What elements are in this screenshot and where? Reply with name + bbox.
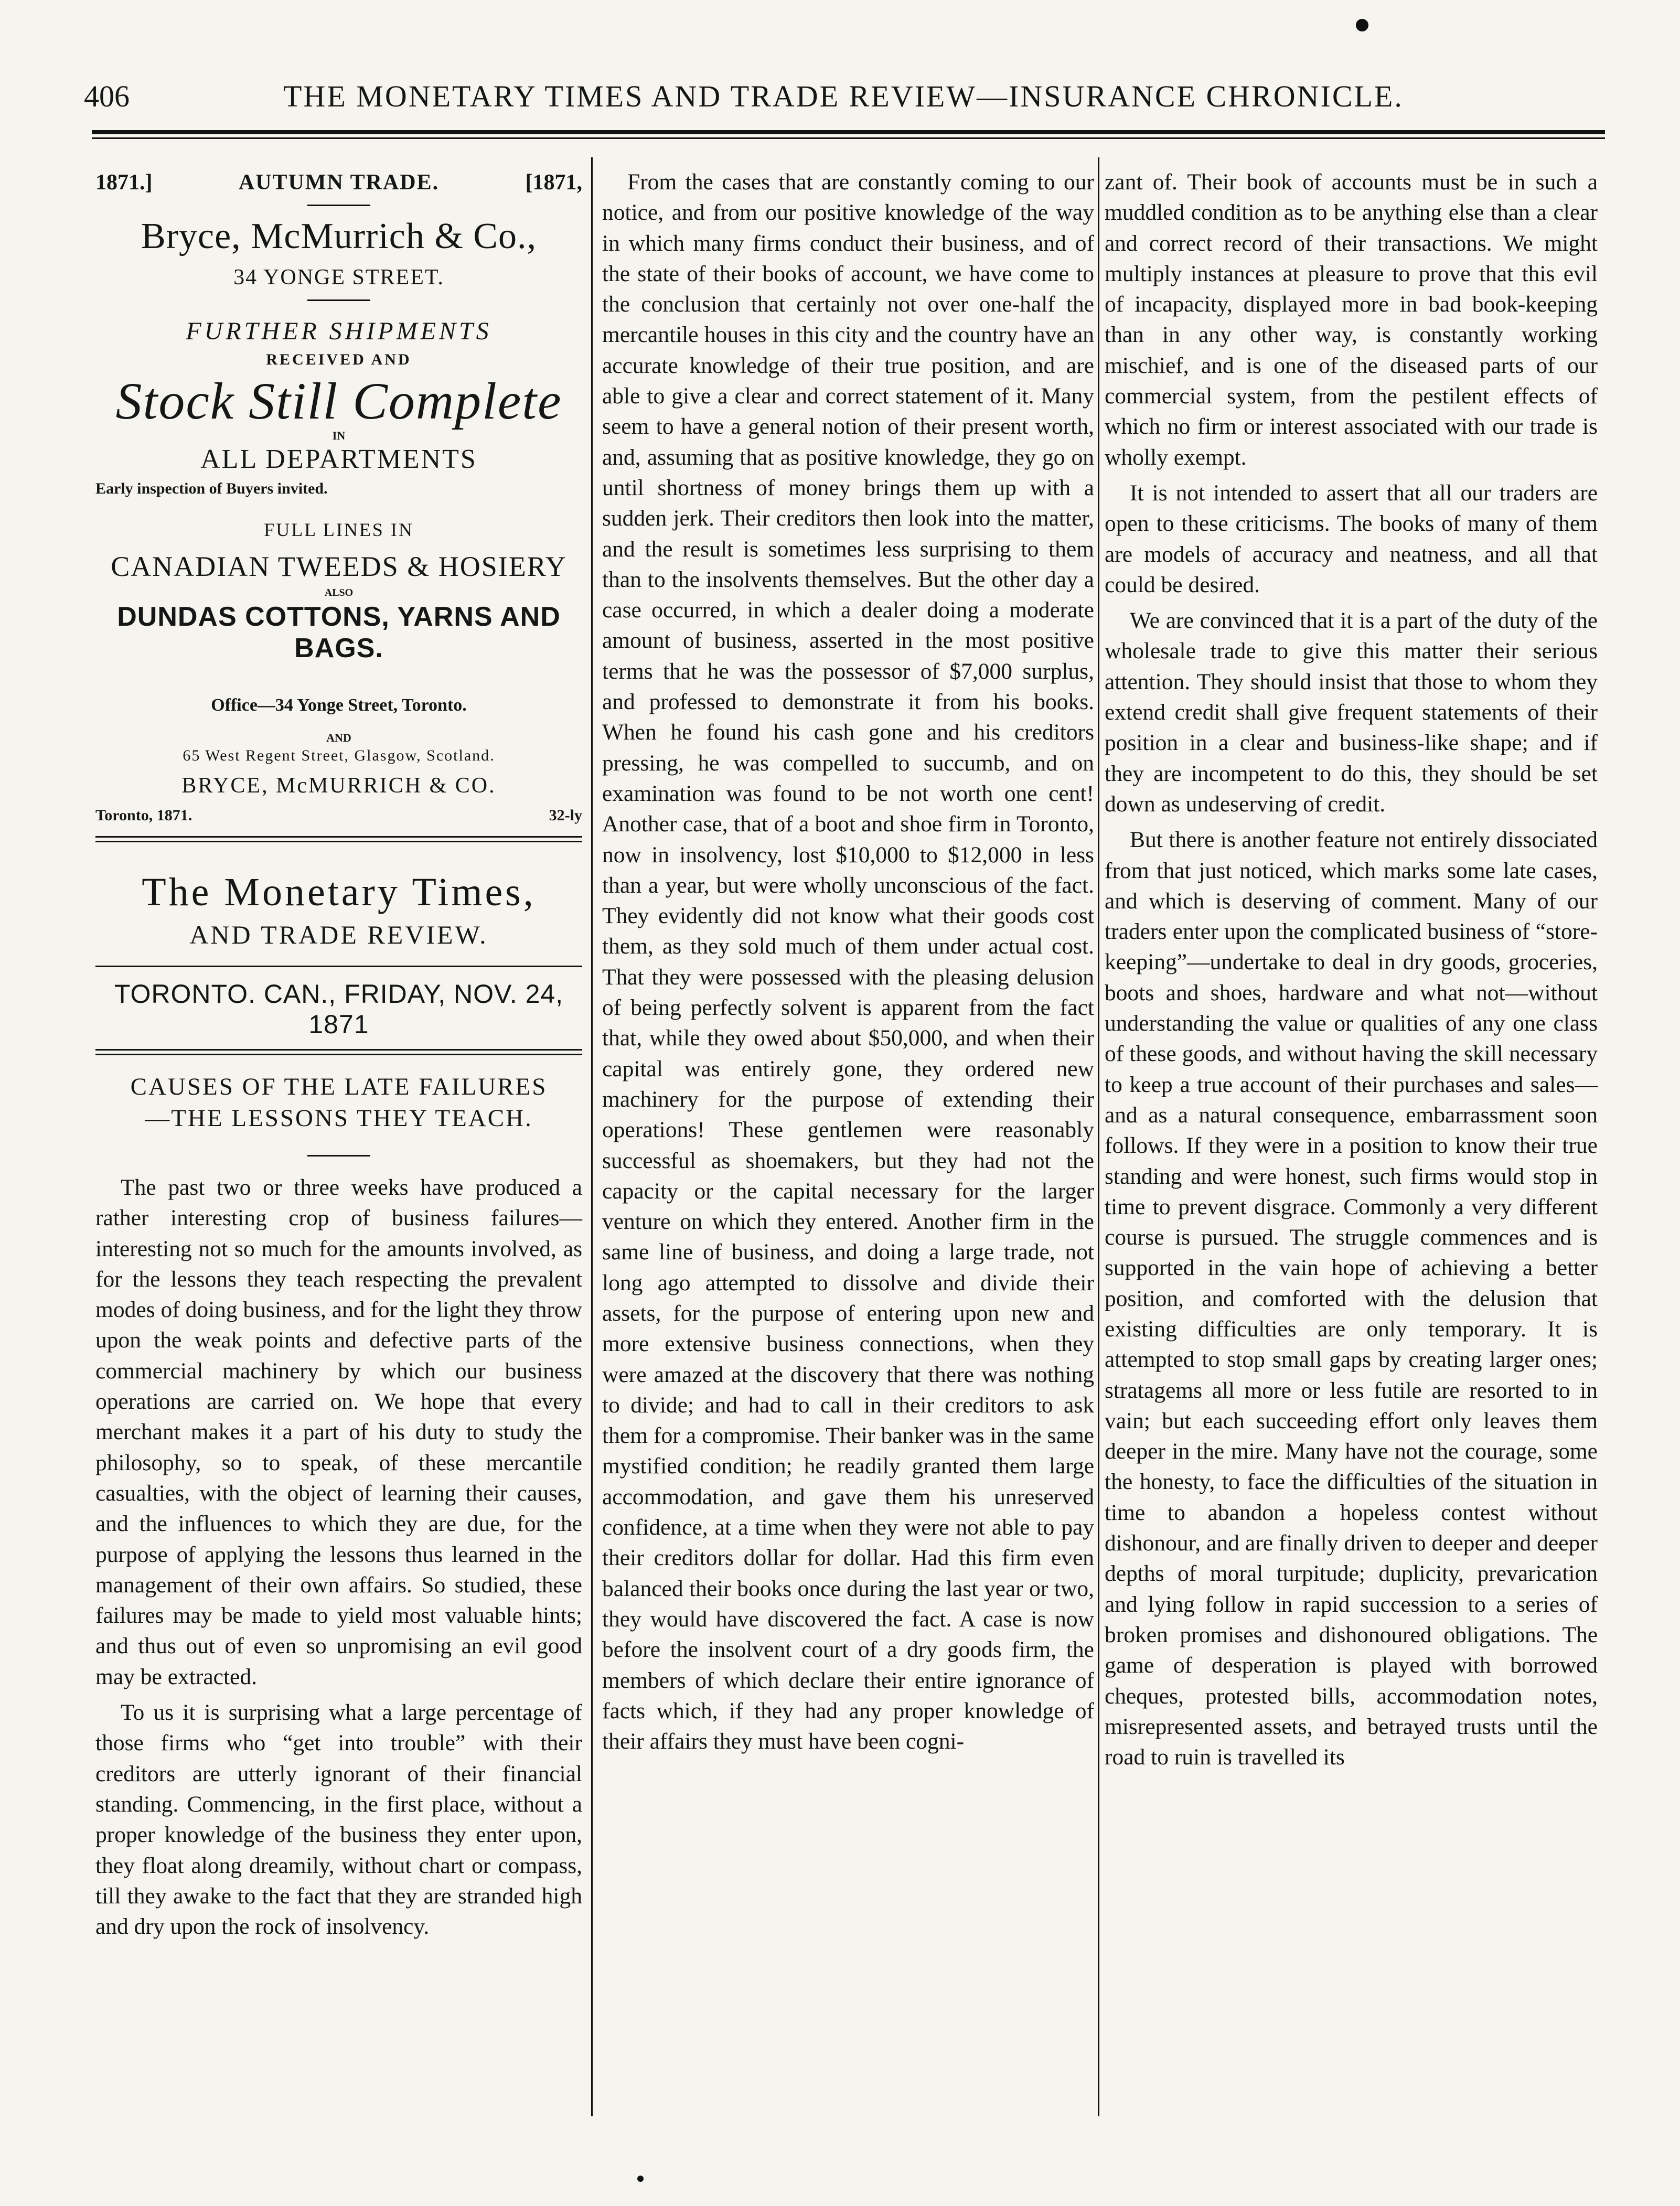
column-1	[95, 167, 582, 1942]
ad-early-inspection: Early inspection of Buyers invited.	[95, 480, 328, 497]
running-title: THE MONETARY TIMES AND TRADE REVIEW—INSURANCE CHRONICLE.	[283, 79, 1404, 113]
issue-dateline: TORONTO. CAN., FRIDAY, NOV. 24, 1871	[114, 979, 564, 1039]
article-paragraph: The past two or three weeks have produced a rather interesting crop of business failures—interesting not so much for the amounts involved, as for the lessons they teach respecting the prevalent modes of doing business, and for the light they throw upon the weak points and defective parts of the commercial machinery by which our business operations are carried on. We hope that every merchant makes it a part of his duty to study the philosophy, so to speak, of these mercantile casualties, with the object of learning their causes, and the influences to which they are due, for the purpose of applying the lessons thus learned in the management of their own affairs. So studied, these failures may be made to yield most valuable hints; and thus out of even so unpromising an evil good may be extracted.	[95, 1175, 582, 1689]
article-paragraph: But there is another feature not entirely dissociated from that just noticed, which marks some late cases, and which is deserving of comment. Many of our traders enter upon the complicated business of “store-keeping”—undertake to deal in dry goods, groceries, boots and shoes, hardware and what not—without understanding the value or qualities of any one class of these goods, and without having the skill necessary to keep a true account of their purchases and sales—and as a natural consequence, embarrassment soon follows. If they were in a position to know their true standing and were honest, such firms would stop in time to prevent disgrace. Commonly a very different course is pursued. The struggle commences and is supported in the vain hope of achieving a better position, and comforted with the delusion that existing difficulties are only temporary. It is attempted to stop small gaps by creating larger ones; stratagems all more or less futile are resorted to in vain; but each succeeding effort only leaves them deeper in the mire. Many have not the courage, some the honesty, to face the difficulties of the situation in time to abandon a hopeless contest without dishonour, and are finally driven to deeper and deeper depths of moral turpitude; duplicity, prevarication and lying follow in rapid succession to a series of broken promises and dishonoured obligations. The game of desperation is played with borrowed cheques, protested bills, accommodation notes, misrepresented assets, and betrayed trusts until the road to ruin is travelled its	[1105, 827, 1598, 1770]
ad-full-lines: FULL LINES IN	[264, 519, 414, 540]
ad-code: 32-ly	[549, 807, 582, 824]
section-rule	[95, 1049, 582, 1051]
article-paragraph: To us it is surprising what a large percentage of those firms who “get into trouble” with their creditors are utterly ignorant of their financial standing. Commencing, in the first place, without a proper knowledge of the business they enter upon, they float along dreamily, without chart or compass, till they awake to the fact that they are stranded high and dry upon the rock of insolvency.	[95, 1700, 582, 1940]
section-rule	[95, 1054, 582, 1055]
ad-and: AND	[326, 731, 351, 744]
ad-dateline	[95, 170, 582, 195]
ad-year-left: 1871.]	[95, 170, 153, 195]
ad-further-shipments: FURTHER SHIPMENTS	[186, 317, 492, 345]
column-2	[602, 167, 1094, 1757]
advertisement	[95, 170, 582, 824]
header-rule-thin	[92, 137, 1605, 139]
masthead-subtitle: AND TRADE REVIEW.	[189, 920, 488, 949]
article-headline	[95, 1071, 582, 1134]
scan-speck	[637, 2176, 644, 2182]
ad-also: ALSO	[324, 587, 354, 598]
ad-divider	[307, 205, 370, 206]
ad-footer	[95, 807, 582, 824]
ad-dundas: DUNDAS COTTONS, YARNS AND BAGS.	[117, 602, 561, 663]
headline-line-1: CAUSES OF THE LATE FAILURES	[130, 1073, 548, 1100]
scan-speck	[1356, 19, 1368, 31]
section-rule	[95, 966, 582, 967]
ad-address: 34 YONGE STREET.	[233, 265, 444, 290]
ad-all-departments: ALL DEPARTMENTS	[200, 444, 477, 474]
ad-divider	[307, 299, 370, 301]
ad-tweeds: CANADIAN TWEEDS & HOSIERY	[111, 551, 567, 582]
ad-year-right: [1871,	[525, 170, 582, 195]
ad-office: Office—34 Yonge Street, Toronto.	[211, 695, 467, 715]
article-paragraph: It is not intended to assert that all our traders are open to these criticisms. The books of many of them are models of accuracy and neatness, and all that could be desired.	[1105, 480, 1598, 597]
article-paragraph: We are convinced that it is a part of the duty of the wholesale trade to give this matter their serious attention. They should insist that those to whom they extend credit shall give frequent statements of their position in a clear and business-like shape; and if they are incompetent to do this, they should be set down as undeserving of credit.	[1105, 608, 1598, 817]
ad-signature: BRYCE, McMURRICH & CO.	[181, 774, 496, 798]
section-rule	[95, 836, 582, 838]
column-divider	[591, 157, 593, 2116]
masthead-title: The Monetary Times,	[142, 870, 536, 914]
ad-in: IN	[332, 429, 346, 442]
column-3	[1105, 167, 1598, 1772]
page-number: 406	[84, 79, 130, 113]
ad-firm-name: Bryce, McMurrich & Co.,	[141, 216, 537, 256]
headline-divider	[307, 1155, 370, 1156]
ad-toronto-date: Toronto, 1871.	[95, 807, 192, 824]
article-paragraph: zant of. Their book of accounts must be in such a muddled condition as to be anything else than a clear and correct record of their transactions. We might multiply instances at pleasure to prove that this evil of incapacity, displayed more in bad book-keeping than in any other way, is constantly working mischief, and is one of the diseased parts of our commercial system, from the pestilent effects of which no firm or interest associated with our trade is wholly exempt.	[1105, 169, 1598, 470]
headline-line-2: —THE LESSONS THEY TEACH.	[145, 1105, 533, 1132]
ad-glasgow: 65 West Regent Street, Glasgow, Scotland.	[183, 747, 495, 764]
column-divider	[1098, 157, 1099, 2116]
ad-received: RECEIVED AND	[266, 351, 412, 368]
section-rule	[95, 841, 582, 842]
ad-season: AUTUMN TRADE.	[238, 170, 440, 195]
header-rule-thick	[92, 130, 1605, 134]
article-paragraph: From the cases that are constantly coming to our notice, and from our positive knowledge of the way in which many firms conduct their business, and of the state of their books of account, we have come to the conclusion that certainly not over one-half the mercantile houses in this city and the country have an accurate knowledge of their true position, and are able to give a clear and correct statement of it. Many seem to have a general notion of their present worth, and, assuming that as positive knowledge, they go on until shortness of money brings them up with a sudden jerk. Their creditors then look into the matter, and the result is sometimes less surprising to them than to the insolvents themselves. But the other day a case occurred, in which a dealer doing a moderate amount of business, asserted in the most positive terms that he was the possessor of $7,000 surplus, and professed to demonstrate it from his books. When he found his cash gone and his creditors pressing, he was compelled to succumb, and on examination was found to be not worth one cent! Another case, that of a boot and shoe firm in Toronto, now in insolvency, lost $10,000 to $12,000 in less than a year, but were wholly unconscious of the fact. They evidently did not know what their goods cost them, as they sold much of them under actual cost. That they were possessed with the pleasing delusion of being perfectly solvent is apparent from the fact that, while they owed about $50,000, and when their capital was entirely gone, they ordered new machinery for the purpose of extending their operations! These gentlemen were reasonably successful as shoemakers, but they had not the capacity or the capital necessary for the larger venture on which they entered. Another firm in the same line of business, and doing a large trade, not long ago attempted to dissolve and divide their assets, for the purpose of entering upon new and more extensive business connections, when they were amazed at the discovery that there was nothing to divide; and had to call in their creditors to ask them for a compromise. Their banker was in the same mystified condition; he readily granted them large accommodation, and gave them his unreserved confidence, at a time when they were not able to pay their creditors dollar for dollar. Had this firm even balanced their books once during the last year or two, they would have discovered the fact. A case is now before the insolvent court of a dry goods firm, the members of which declare their entire ignorance of facts which, if they had any proper knowledge of their affairs they must have been cogni-	[602, 169, 1094, 1754]
ad-stock-still-complete: Stock Still Complete	[115, 372, 562, 430]
